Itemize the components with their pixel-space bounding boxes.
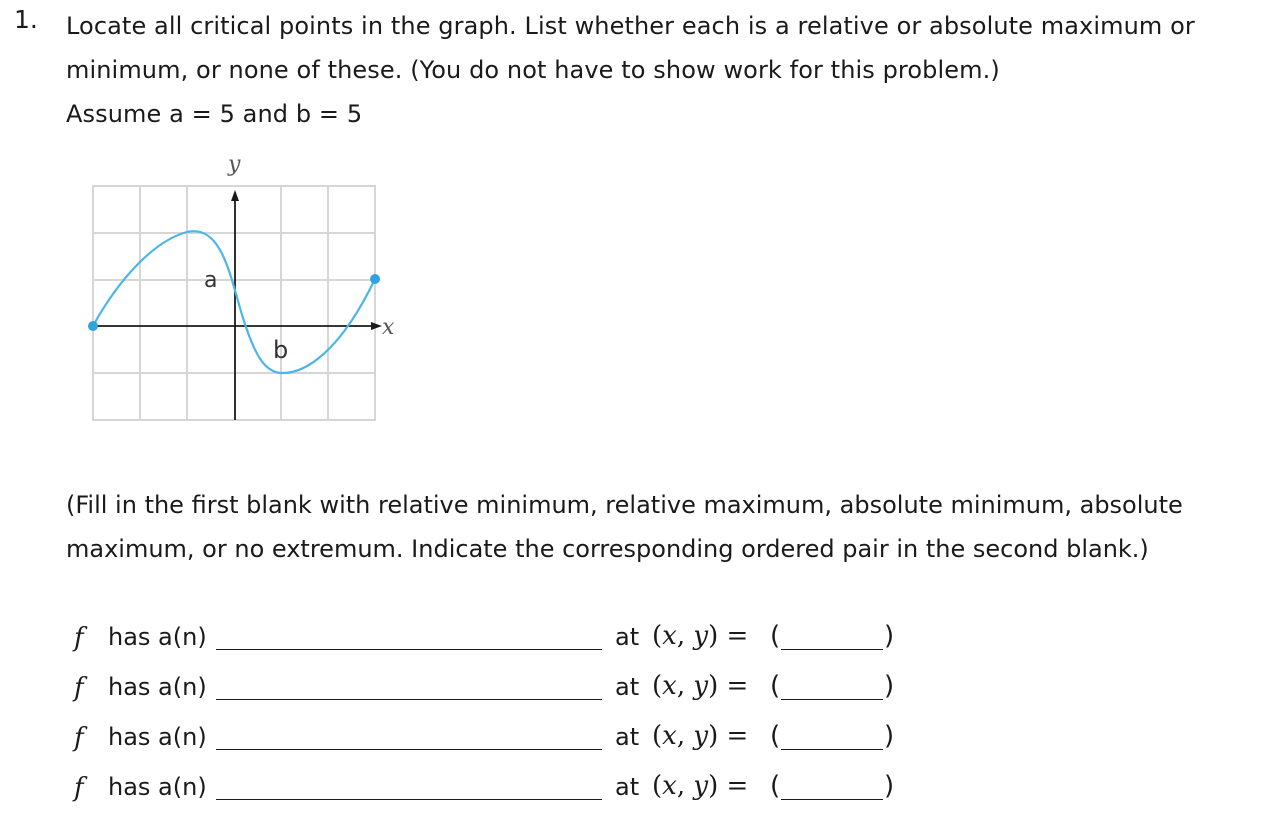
- ordered-pair-blank[interactable]: [781, 749, 883, 750]
- ordered-pair-blank[interactable]: [781, 649, 883, 650]
- left-endpoint-dot: [88, 321, 98, 331]
- point-label-a: a: [204, 268, 218, 293]
- extremum-blank[interactable]: [216, 699, 602, 700]
- question-line-2: minimum, or none of these. (You do not have to show work for this problem.): [66, 56, 1000, 84]
- extremum-blank[interactable]: [216, 649, 602, 650]
- x-axis-label: x: [382, 315, 395, 340]
- x-axis-arrow: [371, 322, 382, 330]
- ordered-pair-blank[interactable]: [781, 699, 883, 700]
- function-curve: [93, 231, 375, 373]
- pair-close-paren: ): [884, 771, 895, 801]
- function-symbol: f: [74, 623, 84, 653]
- ordered-pair-expression: (x, y) =: [652, 721, 749, 751]
- y-axis-label: y: [228, 152, 241, 177]
- instructions-line-2: maximum, or no extremum. Indicate the corresponding ordered pair in the second blank.): [66, 535, 1149, 563]
- pair-open-paren: (: [770, 671, 781, 701]
- has-label: has a(n): [108, 623, 207, 651]
- pair-open-paren: (: [770, 621, 781, 651]
- pair-open-paren: (: [770, 771, 781, 801]
- answer-row: [74, 619, 914, 659]
- extremum-blank[interactable]: [216, 749, 602, 750]
- has-label: has a(n): [108, 673, 207, 701]
- ordered-pair-blank[interactable]: [781, 799, 883, 800]
- point-label-b: b: [273, 336, 289, 364]
- answer-row: [74, 719, 914, 759]
- ordered-pair-expression: (x, y) =: [652, 621, 749, 651]
- has-label: has a(n): [108, 723, 207, 751]
- at-label: at: [615, 723, 640, 751]
- function-symbol: f: [74, 723, 84, 753]
- graph-axes: [93, 190, 382, 420]
- has-label: has a(n): [108, 773, 207, 801]
- answer-row: [74, 769, 914, 809]
- extremum-blank[interactable]: [216, 799, 602, 800]
- instructions-line-1: (Fill in the first blank with relative minimum, relative maximum, absolute minimum, absolute: [66, 491, 1183, 519]
- function-graph: [80, 146, 410, 428]
- question-line-1: Locate all critical points in the graph. List whether each is a relative or absolute maximum or: [66, 12, 1195, 40]
- at-label: at: [615, 773, 640, 801]
- y-axis-arrow: [231, 190, 239, 201]
- function-symbol: f: [74, 673, 84, 703]
- pair-close-paren: ): [884, 721, 895, 751]
- fill-in-instructions: [66, 483, 1266, 571]
- question-line-3: Assume a = 5 and b = 5: [66, 100, 363, 128]
- question-number: 1.: [14, 5, 38, 34]
- question-text: [66, 4, 1266, 136]
- right-endpoint-dot: [370, 274, 380, 284]
- pair-close-paren: ): [884, 671, 895, 701]
- pair-open-paren: (: [770, 721, 781, 751]
- pair-close-paren: ): [884, 621, 895, 651]
- answer-row: [74, 669, 914, 709]
- at-label: at: [615, 673, 640, 701]
- function-symbol: f: [74, 773, 84, 803]
- ordered-pair-expression: (x, y) =: [652, 771, 749, 801]
- ordered-pair-expression: (x, y) =: [652, 671, 749, 701]
- at-label: at: [615, 623, 640, 651]
- graph-grid: [93, 186, 375, 420]
